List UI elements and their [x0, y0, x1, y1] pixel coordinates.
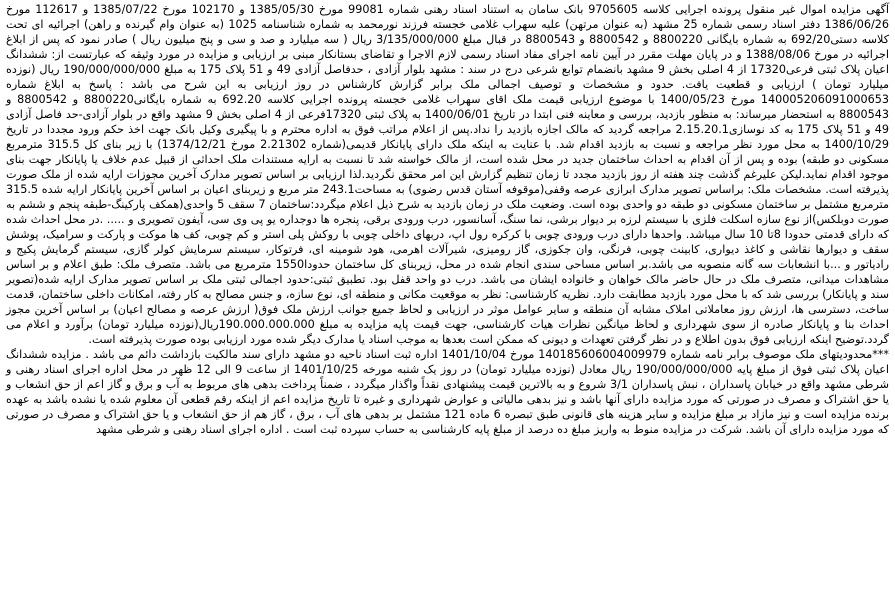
- announcement-paragraph-main: آگهی مزایده اموال غیر منقول پرونده اجرایی کلاسه 9705605 بانک سامان به استناد اسناد رهنی شماره 99081 مورخ 1385/05/30 و 102170 مورخ 1385/07/22 و 112617 مورخ 1386/06/26 دفتر اسناد رسمی شماره 25 مشهد (به عنوان مرتهن) علیه سهراب غلامی خجسته فرزند نورمحمد به شماره شناسنامه 1025 (به عنوان وام گیرنده و راهن) اجرائیه ای تحت کلاسه دستی692/20 به شماره بایگانی 8800220 و 8800542 و 8800543 در قبال مبلغ 3/135/000/000 ریال ( سه میلیارد و صد و سی و پنج میلیون ریال ) صادر نمود که پس از ابلاغ اجرائیه در مورخ 1388/08/06 و در پایان مهلت مقرر در آیین نامه اجرای مفاد اسناد رسمی لازم الاجرا و تقاضای بستانکار مبنی بر ارزیابی و مزایده در مورد وثیقه که عبارتست از: ششدانگ اعیان پلاک ثبتی فرعی17320 از 4 اصلی بخش 9 مشهد بانضمام توابع شرعی درج در سند : مشهد بلوار آزادی ، حدفاصل آزادی 49 و 51 پلاک 175 به مبلغ 190/000/000/000 ریال (نوزده میلیارد تومان ) ارزیابی و قطعیت یافت. حدود و مشخصات و توصیف اجمالی ملک برابر گزارش کارشناس در روز ارزیابی به این شرح می باشد : پاسخ به ابلاغ شماره 140005206091000653 مورخ 1400/05/23 با موضوع ارزیابی قیمت ملک اقای سهراب غلامی خجسته پرونده اجرایی کلاسه 692.20 به شماره بایگانی8800220 و 8800542 و 8800543 به استحضار میرساند: به منظور بازدید، بررسی و معاینه فنی ابتدا در تاریخ 1400/06/01 به پلاک ثبتی 17320فرعی از 4 اصلی بخش 9 مشهد واقع در بلوار آزادی-حد فاصل آزادی 49 و 51 پلاک 175 به کد نوسازی2.15.20.1 مراجعه گردید که مالک اجازه بازدید را نداد.پس از اعلام مراتب فوق به اداره محترم و با پیگیری وکیل بانک جهت اخذ حکم ورود مجددا در تاریخ 1400/10/29 به محل مورد نظر مراجعه و نسبت به بازدید اقدام شد. با عنایت به اینکه ملک دارای پایانکار قدیمی(شماره 2.21302 مورخ 1374/12/21) با زیر بنای کل 315.5 مترمربع مسکونی دو طبقه) بوده و پس از آن اقدام به احداث ساختمان جدید در محل شده است، از مالک خواسته شد تا نسبت به ارایه مستندات ملک احداثی از قبیل عدم خلاف یا پایانکار جهت بنای موجود اقدام نماید.لیکن علیرغم گذشت چند هفته از روز بازدید مجدد تا زمان تنظیم گزارش این امر محقق نگردید.لذا ارزیابی بر اساس تصویر مدارک آخرین مجوزات ارایه شده از ملک صورت پذیرفته است. مشخصات ملک: براساس تصویر مدارک ابرازی عرصه وقفی(موقوفه آستان قدس رضوی) به مساحت243.1 متر مربع و زیربنای اعیان بر اساس آخرین پایانکار ارایه شده 315.5 مترمربع مشتمل بر ساختمان مسکونی دو طبقه دو واحدی بوده است. وضعیت ملک در زمان بازدید به شرح ذیل اعلام میگردد:ساختمان 7 سقف 5 واحدی(همکف پارکینگ-طبقه پنجم و ششم به صورت دوبلکس)از نوع سازه اسکلت فلزی با سیستم لرزه بر دیوار برشی، نما سنگ، آسانسور، درب ورودی برقی، پنجره ها دوجداره یو پی وی سی، آیفون تصویری و ..... .در محل احداث شده که دارای قدمتی حدودا 8تا 10 سال میباشد. واحدها دارای درب ورودی چوبی با کرکره رول اپ، دربهای داخلی چوبی با روکش پلی استر و کم چوبی، کف ها موکت و پارکت و سرامیک، پوشش سقف و دیوارها نقاشی و کاغذ دیواری، کابینت چوبی، فرنگی، وان جکوزی، گاز رومیزی، شیرآلات اهرمی، هود شومینه ای، فرتوکار، سیستم سرمایش کولر گازی، سیستم گرمایش پکیج و رادیاتور و ...با انشعابات سه گانه منصوبه می باشد.بر اساس مساحی سندی انجام شده در محل، زیربنای کل ساختمان حدودا1550 مترمربع می باشد. متصرف ملک: طبق اعلام و بر اساس مشاهدات میدانی، متصرف ملک در حال حاضر مالک خواهان و خانواده ایشان می باشد. درب دو واحد قفل بود. تطبیق ثبتی:حدود اجمالی ثبتی ملک بر اساس تصویر مدارک ارایه شده(تصویر سند و پایانکار) بررسی شد که با محل مورد بازدید مطابقت دارد. نظریه کارشناسی: نظر به موقعیت مکانی و منطقه ای، نوع سازه، و جنس مصالح به کار رفته، امکانات داخلی ساختمان، قدمت ساخت، دسترسی ها، ارزش روز معاملاتی املاک مشابه آن منطقه و سایر عوامل موثر در ارزیابی و لحاظ جمیع جوانب ارزش ملک فوق( ارزش عرصه و مصالح اعیان) بر اساس آخرین مجوز احداث بنا و پایانکار صادره از سوی شهرداری و لحاظ میانگین نظرات هیات کارشناسی، جهت قیمت پایه مزایده به مبلغ 190.000.000.000ریال(نوزده میلیارد تومان) برآورد و اعلام می گردد.توضیح اینکه ارزیابی فوق بدون اطلاع و در نظر گرفتن تعهدات و دیونی که ممکن است بعدها به موجب اسناد یا مدارک دیگر شده مورد ارزیابی بوده صورت پذیرفته است.: [6, 3, 890, 346]
- announcement-paragraph-auction-terms: ***محدودیتهای ملک موصوف برابر نامه شماره 140185606004009979 مورخ 1401/10/04 اداره ثبت اسناد ناحیه دو مشهد دارای سند مالکیت بازداشت دائم می باشد . مزایده ششدانگ اعیان پلاک ثبتی فوق از مبلغ پایه 190/000/000/000 ریال معادل (نوزده میلیارد تومان) در روز یک شنبه مورخه 1401/10/25 از ساعت 9 الی 12 ظهر در محل اداره اجرای اسناد رهنی و شرطی مشهد واقع در خیابان پاسداران ، نبش پاسداران 3/1 شروع و به بالاترین قیمت پیشنهادی نقداً واگذار میگردد ، ضمناً پرداخت بدهی های مربوط به آب و برق و گاز اعم از حق انشعاب و یا حق اشتراک و مصرف در صورتی که مورد مزایده دارای آنها باشد و نیز بدهی مالیاتی و عوارض شهرداری و غیره تا تاریخ مزایده اعم از اینکه رقم قطعی آن معلوم شده یا نشده باشد به عهده برنده مزایده است و نیز مازاد بر مبلغ مزایده و سایر هزینه های قانونی طبق تبصره 6 ماده 121 مشتمل بر بدهی های آب ، برق ، گاز هم از حق انشعاب و یا حق اشتراک و مصرف در صورتی که مورد مزایده دارای آن باشد. شرکت در مزایده منوط به واریز مبلغ ده درصد از مبلغ پایه کارشناسی به حساب سپرده ثبت است . اداره اجرای اسناد رهنی و شرطی مشهد: [6, 348, 890, 436]
